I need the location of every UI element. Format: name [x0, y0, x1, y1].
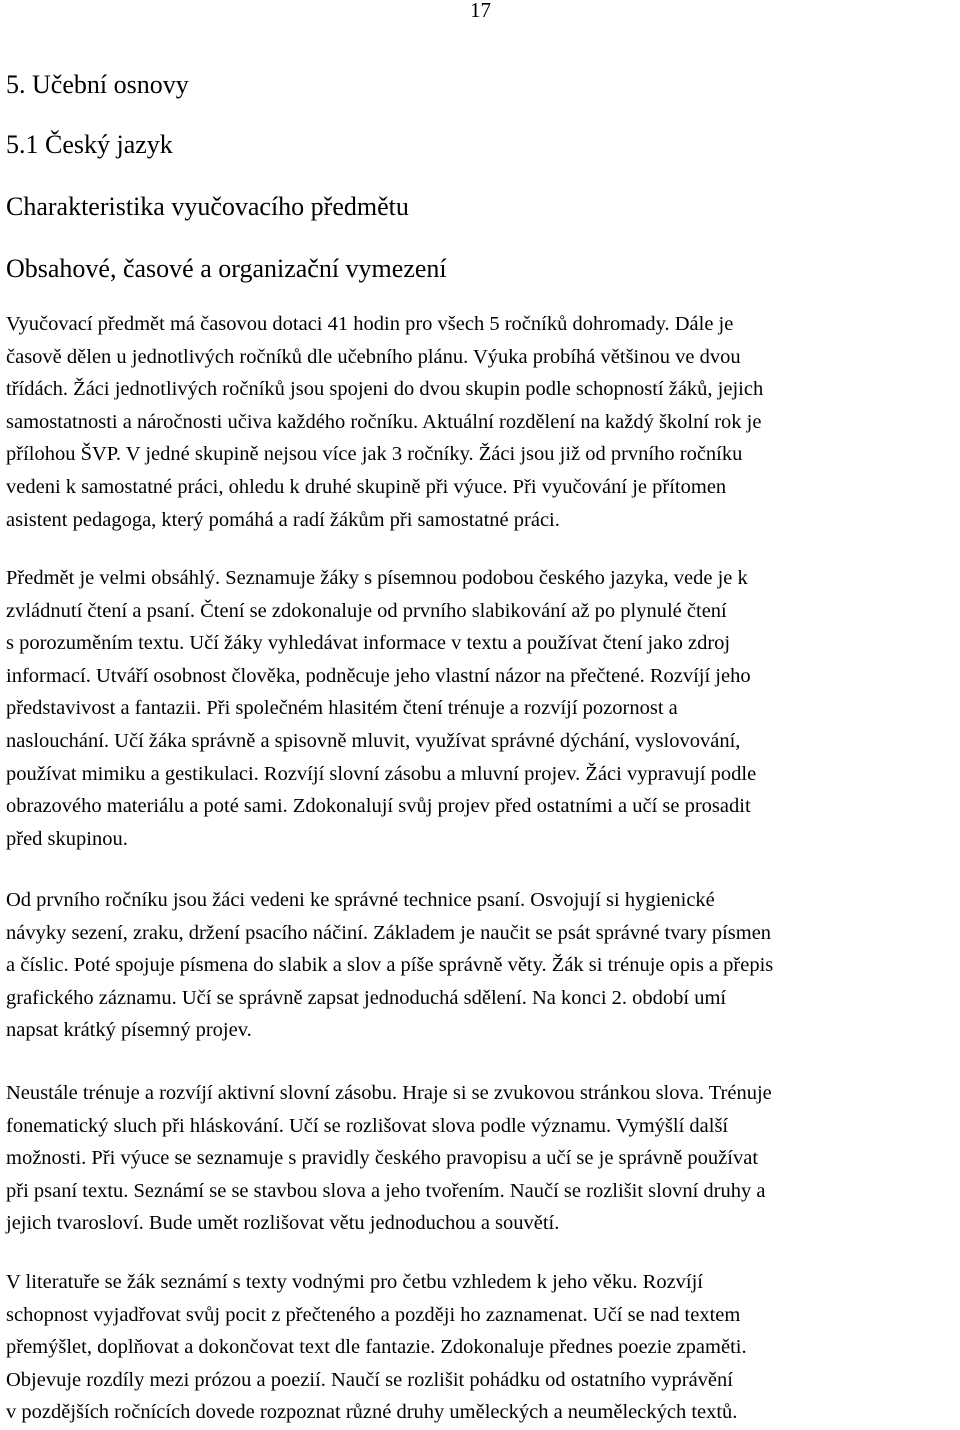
- text-line: naslouchání. Učí žáka správně a spisovně mluvit, využívat správné dýchání, vyslovování,: [6, 729, 741, 752]
- chapter-heading: 5. Učební osnovy: [6, 70, 189, 99]
- text-line: možnosti. Při výuce se seznamuje s pravidly českého pravopisu a učí se je správně používat: [6, 1147, 759, 1170]
- text-line: přílohou ŠVP. V jedné skupině nejsou více jak 3 ročníky. Žáci jsou již od prvního ročníku: [6, 443, 743, 466]
- page-number: 17: [470, 0, 491, 22]
- text-line: vedeni k samostatné práci, ohledu k druhé skupině při výuce. Při vyučování je přítomen: [6, 475, 727, 498]
- text-line: a číslic. Poté spojuje písmena do slabik a slov a píše správně věty. Žák si trénuje opis a přepis: [6, 954, 774, 977]
- text-line: Neustále trénuje a rozvíjí aktivní slovní zásobu. Hraje si se zvukovou stránkou slova. Trénuje: [6, 1082, 772, 1104]
- text-line: grafického záznamu. Učí se správně zapsat jednoduchá sdělení. Na konci 2. období umí: [6, 986, 727, 1009]
- text-line: Vyučovací předmět má časovou dotaci 41 hodin pro všech 5 ročníků dohromady. Dále je: [6, 313, 734, 335]
- text-line: s porozuměním textu. Učí žáky vyhledávat informace v textu a používat čtení jako zdroj: [6, 632, 731, 655]
- text-line: V literatuře se žák seznámí s texty vodnými pro četbu vzhledem k jeho věku. Rozvíjí: [6, 1271, 703, 1293]
- paragraph-literature: [6, 1266, 960, 1429]
- paragraph-reading: [6, 562, 960, 855]
- text-line: zvládnutí čtení a psaní. Čtení se zdokonaluje od prvního slabikování až po plynulé čtení: [6, 599, 727, 622]
- section-heading: 5.1 Český jazyk: [6, 130, 173, 159]
- text-line: při psaní textu. Seznámí se se stavbou slova a jeho tvořením. Naučí se rozlišit slovní druhy a: [6, 1179, 766, 1202]
- text-line: časově dělen u jednotlivých ročníků dle učebního plánu. Výuka probíhá většinou ve dvou: [6, 345, 741, 368]
- text-line: před skupinou.: [6, 827, 128, 850]
- text-line: návyky sezení, zraku, držení psacího náčiní. Základem je naučit se psát správné tvary písmen: [6, 921, 772, 944]
- paragraph-writing: [6, 884, 960, 1047]
- text-line: v pozdějších ročnících dovede rozpoznat různé druhy uměleckých a neuměleckých textů.: [6, 1401, 738, 1424]
- text-line: obrazového materiálu a poté sami. Zdokonalují svůj projev před ostatními a učí se prosadit: [6, 795, 751, 818]
- text-line: informací. Utváří osobnost člověka, podněcuje jeho vlastní názor na přečtené. Rozvíjí jeho: [6, 664, 751, 687]
- text-line: napsat krátký písemný projev.: [6, 1019, 252, 1042]
- subsubsection-heading: Obsahové, časové a organizační vymezení: [6, 254, 447, 283]
- text-line: asistent pedagoga, který pomáhá a radí žákům při samostatné práci.: [6, 508, 560, 531]
- text-line: jejich tvarosloví. Bude umět rozlišovat větu jednoduchou a souvětí.: [6, 1212, 560, 1235]
- text-line: fonematický sluch při hláskování. Učí se rozlišovat slova podle významu. Vymýšlí další: [6, 1114, 729, 1137]
- paragraph-time-allocation: [6, 308, 960, 536]
- text-line: představivost a fantazii. Při společném hlasitém čtení trénuje a rozvíjí pozornost a: [6, 697, 678, 720]
- text-line: používat mimiku a gestikulaci. Rozvíjí slovní zásobu a mluvní projev. Žáci vypravují podle: [6, 762, 757, 785]
- text-line: Objevuje rozdíly mezi prózou a poezií. Naučí se rozlišit pohádku od ostatního vyprávění: [6, 1368, 733, 1391]
- text-line: třídách. Žáci jednotlivých ročníků jsou spojeni do dvou skupin podle schopností žáků, jejich: [6, 378, 764, 401]
- paragraph-language: [6, 1077, 960, 1240]
- text-line: Předmět je velmi obsáhlý. Seznamuje žáky s písemnou podobou českého jazyka, vede je k: [6, 567, 748, 589]
- text-line: schopnost vyjadřovat svůj pocit z přečteného a později ho zaznamenat. Učí se nad textem: [6, 1303, 741, 1326]
- subsection-heading: Charakteristika vyučovacího předmětu: [6, 192, 409, 221]
- text-line: přemýšlet, doplňovat a dokončovat text dle fantazie. Zdokonaluje přednes poezie zpaměti.: [6, 1336, 747, 1359]
- text-line: Od prvního ročníku jsou žáci vedeni ke správné technice psaní. Osvojují si hygienické: [6, 889, 715, 911]
- text-line: samostatnosti a náročnosti učiva každého ročníku. Aktuální rozdělení na každý školní rok je: [6, 410, 762, 433]
